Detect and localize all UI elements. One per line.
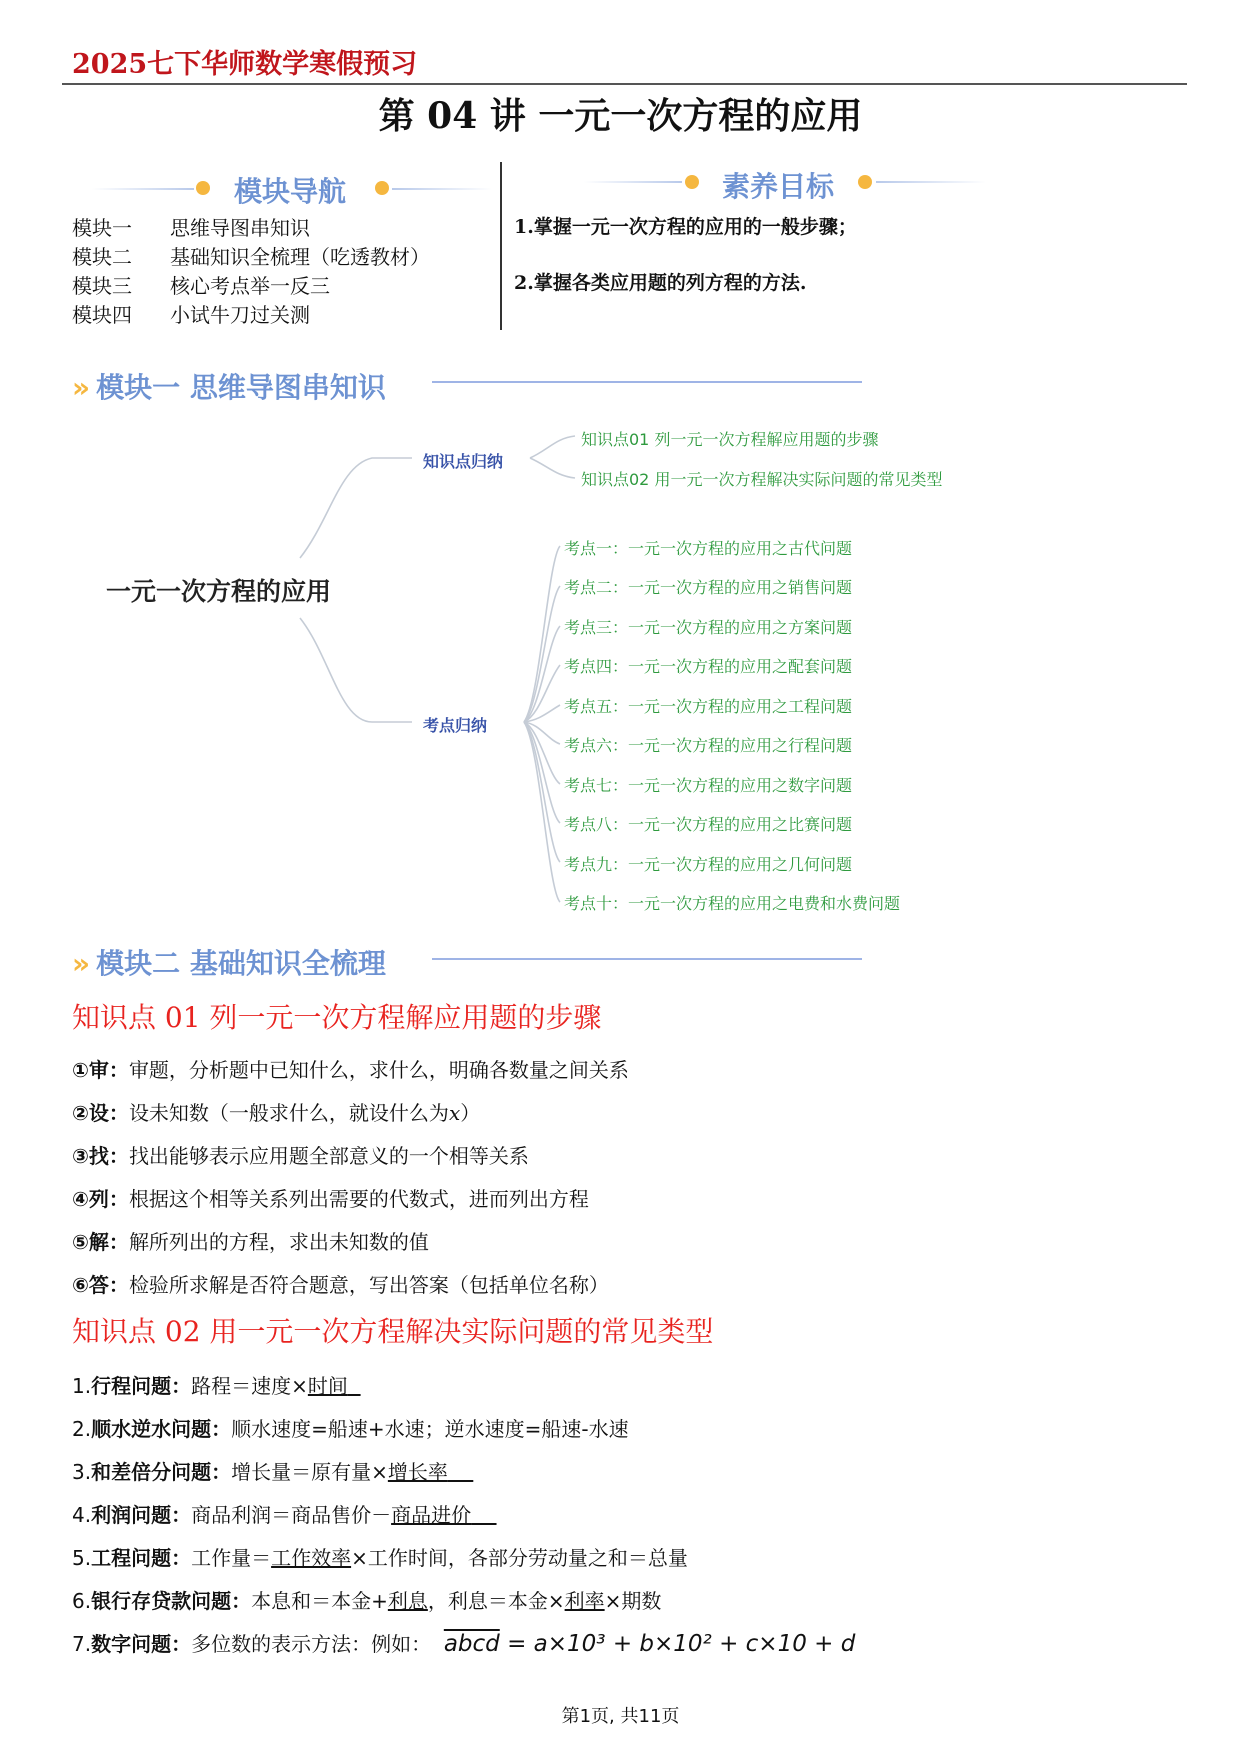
type-item: 1.行程问题：路程＝速度×时间 [72,1374,348,1398]
type-item: 6.银行存贷款问题：本息和＝本金+利息，利息＝本金×利率×期数 [72,1589,662,1613]
step-item: ①审：审题，分析题中已知什么，求什么，明确各数量之间关系 [72,1058,629,1082]
mindmap-center: 一元一次方程的应用 [106,577,332,606]
series-header: 2025七下华师数学寒假预习 [72,49,418,80]
goal-item: 1.掌握一元一次方程的应用的一般步骤； [514,216,857,238]
mindmap-leaf: 考点一：一元一次方程的应用之古代问题 [564,539,853,558]
module2-heading: » 模块二 基础知识全梳理 [72,947,386,980]
mindmap-leaf: 知识点01 列一元一次方程解应用题的步骤 [581,430,879,449]
mindmap-leaf: 知识点02 用一元一次方程解决实际问题的常见类型 [581,470,943,489]
kp02-title: 知识点 02 用一元一次方程解决实际问题的常见类型 [72,1315,714,1348]
module2-rule [432,958,862,960]
mindmap-leaf: 考点十：一元一次方程的应用之电费和水费问题 [564,894,901,913]
type-item: 3.和差倍分问题：增长量＝原有量×增长率 [72,1460,448,1484]
kp01-title: 知识点 01 列一元一次方程解应用题的步骤 [72,1001,602,1034]
nav-item: 模块二 基础知识全梳理（吃透教材） [72,245,430,269]
step-item: ③找：找出能够表示应用题全部意义的一个相等关系 [72,1144,529,1168]
mindmap-leaf: 考点九：一元一次方程的应用之几何问题 [564,855,853,874]
module1-heading: » 模块一 思维导图串知识 [72,371,386,404]
digit-formula: abcd = a×10³ + b×10² + c×10 + d [443,1631,856,1657]
mindmap-leaf: 考点四：一元一次方程的应用之配套问题 [564,657,853,676]
goal-item: 2.掌握各类应用题的列方程的方法. [514,272,807,294]
goals-title: 素养目标 [722,170,835,203]
type-item: 7.数字问题：多位数的表示方法：例如： abcd = a×10³ + b×10² + c×10 + d [72,1631,856,1657]
step-item: ②设：设未知数（一般求什么，就设什么为x） [72,1101,481,1125]
step-item: ⑥答：检验所求解是否符合题意，写出答案（包括单位名称） [72,1273,609,1297]
step-item: ⑤解：解所列出的方程，求出未知数的值 [72,1230,429,1254]
step-item: ④列：根据这个相等关系列出需要的代数式，进而列出方程 [72,1187,589,1211]
type-item: 5.工程问题：工作量＝工作效率×工作时间，各部分劳动量之和＝总量 [72,1546,688,1570]
double-chevron-icon: » [72,947,91,980]
double-chevron-icon: » [72,371,91,404]
nav-title: 模块导航 [234,175,347,208]
nav-item: 模块四 小试牛刀过关测 [72,303,310,327]
page-number: 第1页, 共11页 [561,1706,680,1727]
mindmap-branch-knowledge: 知识点归纳 [423,452,504,471]
mindmap-leaf: 考点二：一元一次方程的应用之销售问题 [564,578,853,597]
nav-item: 模块三 核心考点举一反三 [72,274,330,298]
type-item: 4.利润问题：商品利润＝商品售价－商品进价 [72,1503,472,1527]
nav-item: 模块一 思维导图串知识 [72,216,310,240]
mindmap-branch-exam: 考点归纳 [423,716,488,735]
page-title: 第 04 讲 一元一次方程的应用 [378,95,863,137]
mindmap-leaf: 考点五：一元一次方程的应用之工程问题 [564,697,853,716]
mindmap-leaf: 考点六：一元一次方程的应用之行程问题 [564,736,853,755]
mindmap-leaf: 考点三：一元一次方程的应用之方案问题 [564,618,853,637]
mindmap-leaf: 考点七：一元一次方程的应用之数字问题 [564,776,853,795]
type-item: 2.顺水逆水问题：顺水速度=船速+水速；逆水速度=船速-水速 [72,1417,629,1441]
mindmap-leaf: 考点八：一元一次方程的应用之比赛问题 [564,815,853,834]
